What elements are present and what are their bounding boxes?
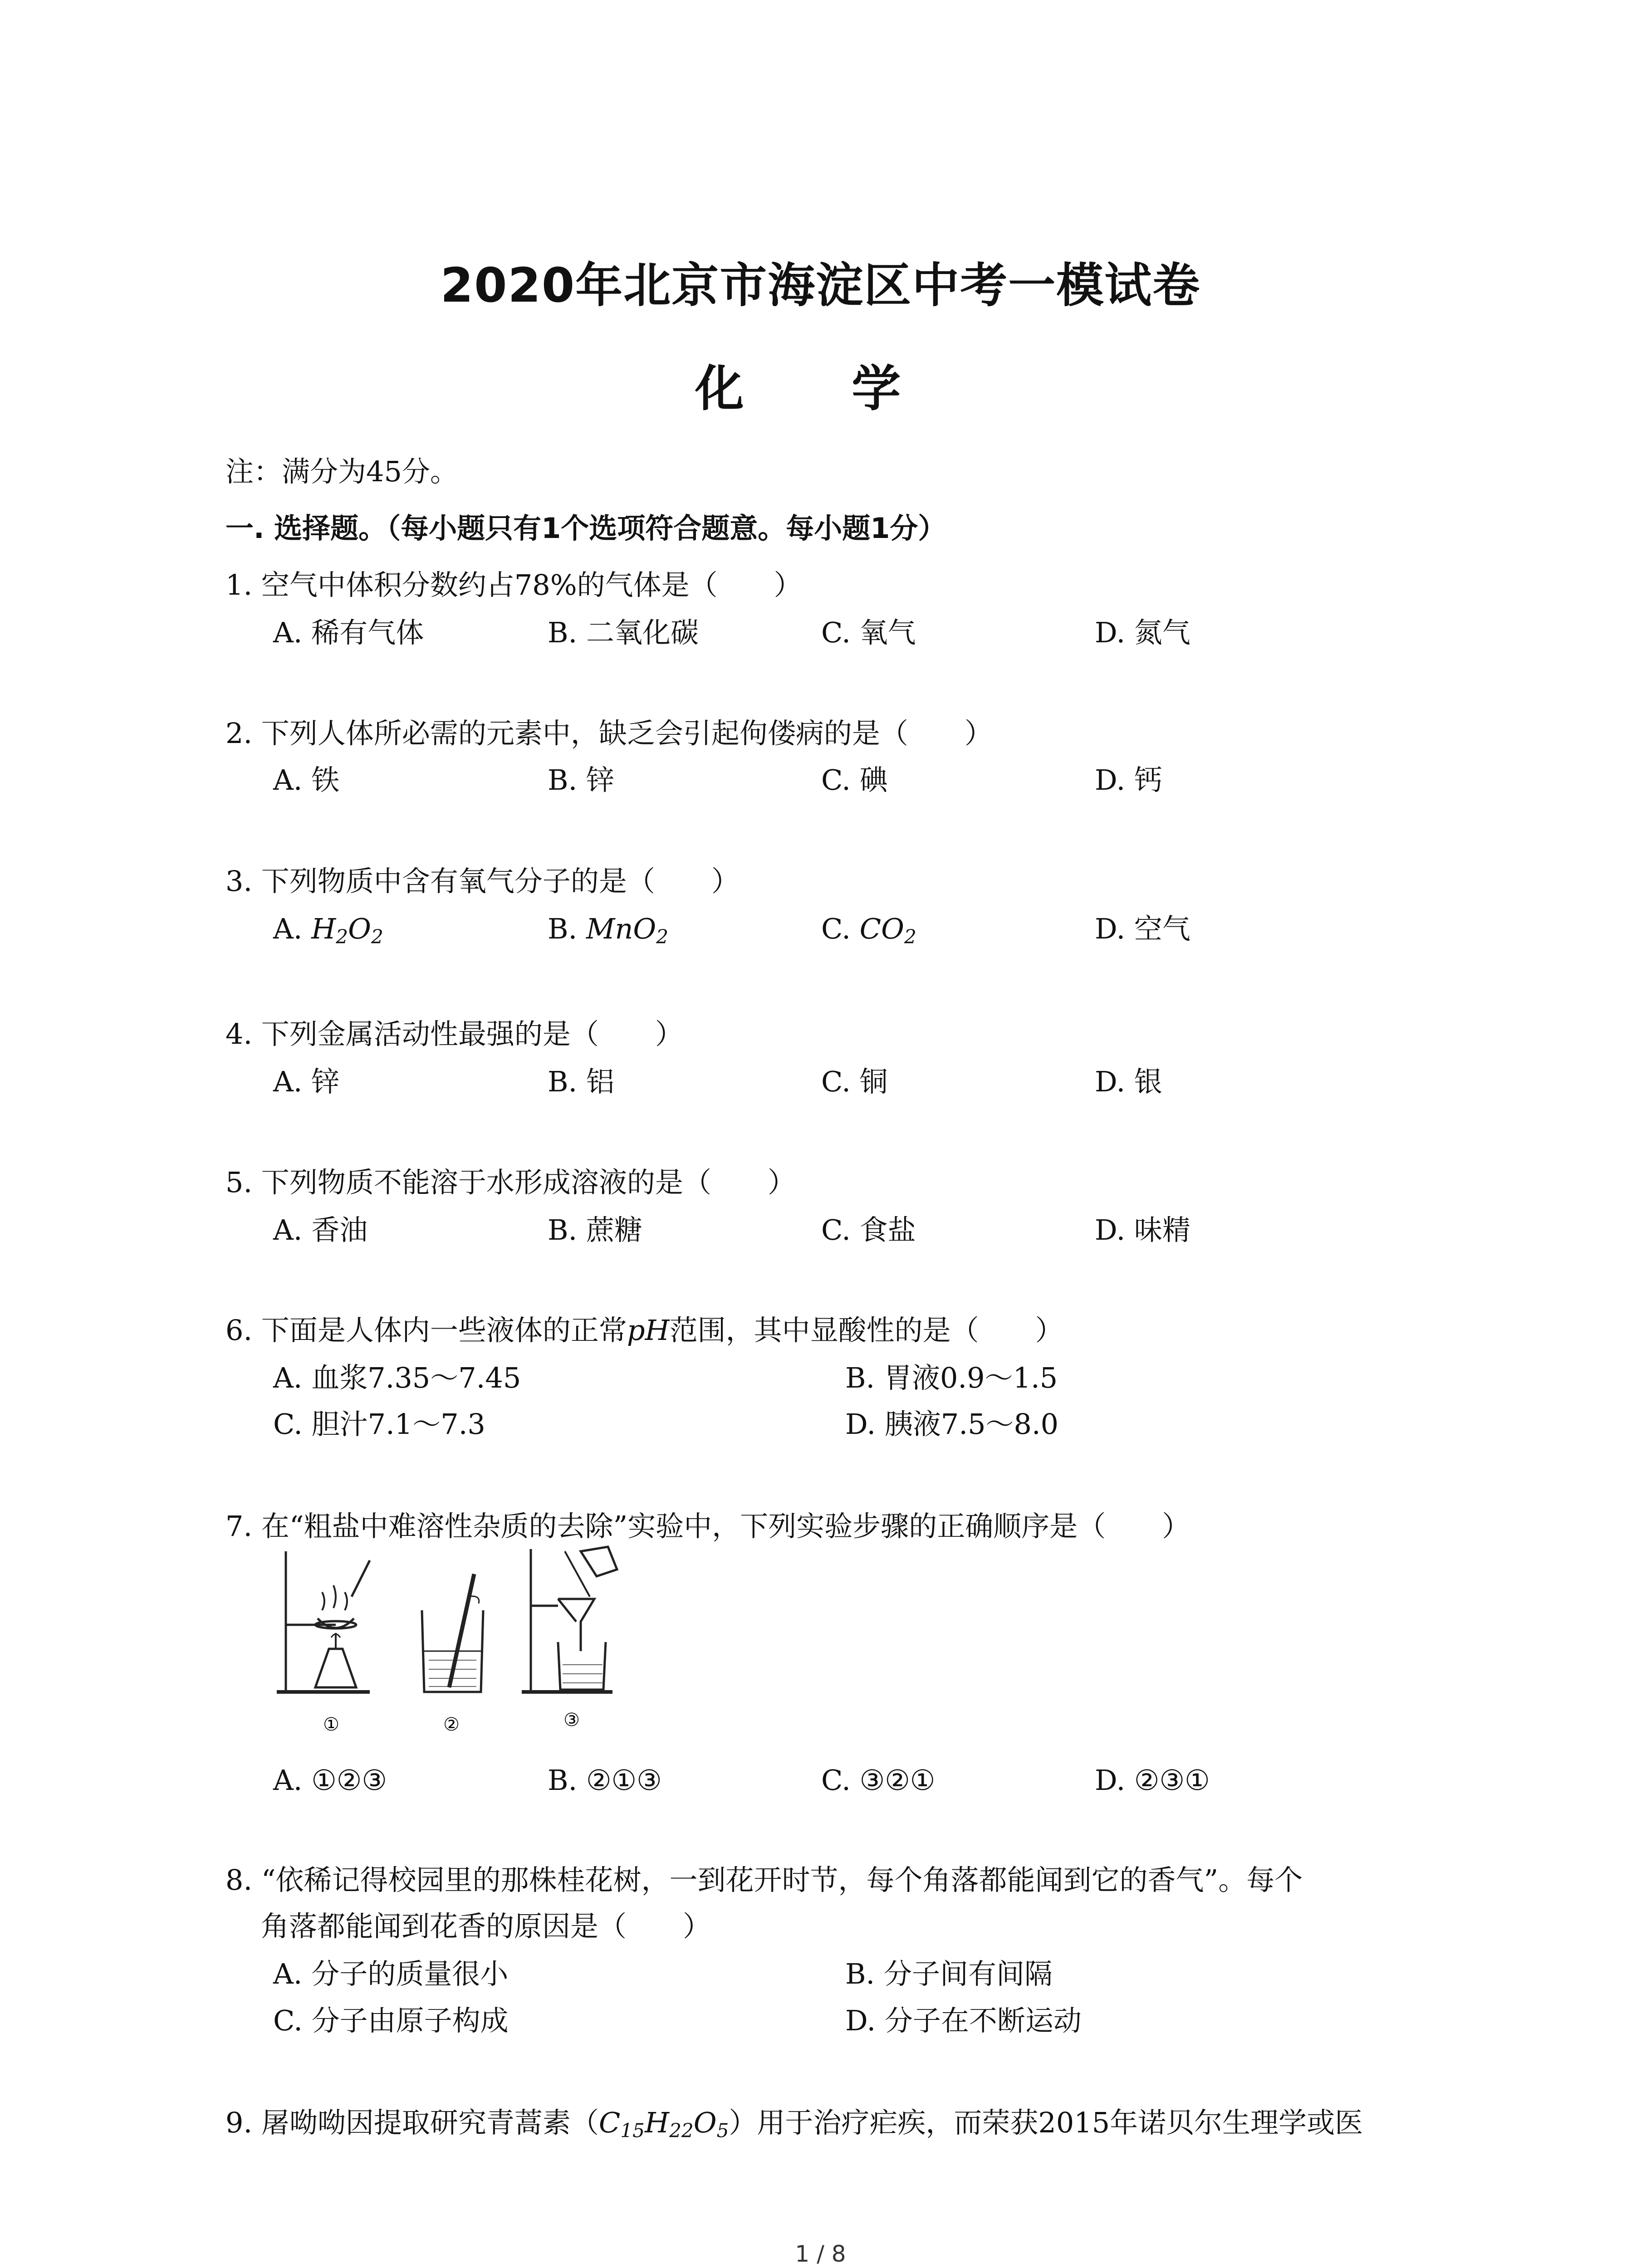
question-6-option-c[interactable]: C. 胆汁7.1～7.3 bbox=[273, 1408, 485, 1441]
question-8-option-d[interactable]: D. 分子在不断运动 bbox=[845, 2004, 1082, 2037]
question-5-stem: 5. 下列物质不能溶于水形成溶液的是（ ） bbox=[225, 1166, 796, 1199]
question-6-option-a[interactable]: A. 血浆7.35～7.45 bbox=[273, 1361, 521, 1394]
question-8-option-b[interactable]: B. 分子间有间隔 bbox=[845, 1957, 1053, 1990]
question-1-option-c[interactable]: C. 氧气 bbox=[821, 616, 916, 649]
question-4-option-c[interactable]: C. 铜 bbox=[821, 1065, 888, 1098]
question-3-option-c[interactable] bbox=[821, 911, 916, 955]
formula-mno2 bbox=[586, 912, 669, 948]
filtration-apparatus bbox=[522, 1547, 617, 1692]
question-7-stem: 7. 在“粗盐中难溶性杂质的去除”实验中，下列实验步骤的正确顺序是（ ） bbox=[225, 1510, 1190, 1543]
option-prefix: B. bbox=[548, 912, 586, 945]
subject-title: 化 学 bbox=[695, 361, 946, 417]
question-8-option-a[interactable]: A. 分子的质量很小 bbox=[273, 1957, 509, 1990]
formula-ph: pH bbox=[627, 1314, 670, 1347]
question-7-option-c[interactable]: C. ③②① bbox=[821, 1764, 936, 1797]
formula-element: C bbox=[598, 2106, 621, 2139]
formula-element: O bbox=[348, 912, 371, 945]
page-title: 2020年北京市海淀区中考一模试卷 bbox=[440, 258, 1201, 313]
question-7-option-d[interactable]: D. ②③① bbox=[1095, 1764, 1210, 1797]
option-prefix: A. bbox=[273, 912, 312, 945]
evaporation-apparatus bbox=[277, 1551, 370, 1692]
question-1-stem: 1. 空气中体积分数约占78%的气体是（ ） bbox=[225, 568, 802, 601]
formula-subscript: 2 bbox=[336, 925, 348, 948]
stem-text: 范围，其中显酸性的是（ ） bbox=[669, 1314, 1063, 1347]
figure-label-1: ① bbox=[323, 1714, 339, 1735]
question-7-option-b[interactable]: B. ②①③ bbox=[548, 1764, 662, 1797]
question-3-option-a[interactable] bbox=[273, 911, 383, 955]
experiment-figure bbox=[268, 1542, 699, 1751]
formula-subscript: 15 bbox=[620, 2119, 645, 2142]
question-6-option-b[interactable]: B. 胃液0.9～1.5 bbox=[845, 1361, 1058, 1394]
formula-artemisinin bbox=[598, 2106, 729, 2142]
question-6-stem bbox=[225, 1312, 1063, 1349]
figure-label-2: ② bbox=[443, 1714, 460, 1735]
question-3-option-b[interactable] bbox=[548, 911, 668, 955]
question-2-option-b[interactable]: B. 锌 bbox=[548, 763, 614, 797]
question-2-option-d[interactable]: D. 钙 bbox=[1095, 763, 1162, 797]
question-2-stem: 2. 下列人体所必需的元素中，缺乏会引起佝偻病的是（ ） bbox=[225, 717, 993, 750]
option-prefix: C. bbox=[821, 912, 860, 945]
dissolving-apparatus bbox=[422, 1574, 483, 1692]
question-2-option-a[interactable]: A. 铁 bbox=[273, 763, 340, 797]
question-5-option-a[interactable]: A. 香油 bbox=[273, 1213, 368, 1246]
option-text: 空气 bbox=[1134, 912, 1190, 945]
question-8-stem-line-1: 8. “依稀记得校园里的那株桂花树，一到花开时节，每个角落都能闻到它的香气”。每个 bbox=[225, 1863, 1303, 1897]
stem-text: 9. 屠呦呦因提取研究青蒿素（ bbox=[225, 2106, 599, 2139]
score-note: 注：满分为45分。 bbox=[225, 455, 458, 488]
formula-element: H bbox=[311, 912, 336, 945]
question-3-stem: 3. 下列物质中含有氧气分子的是（ ） bbox=[225, 865, 740, 898]
question-4-option-b[interactable]: B. 铝 bbox=[548, 1065, 614, 1098]
formula-h2o2 bbox=[311, 912, 383, 948]
question-8-stem-line-2: 角落都能闻到花香的原因是（ ） bbox=[261, 1910, 711, 1943]
question-4-stem: 4. 下列金属活动性最强的是（ ） bbox=[225, 1017, 683, 1051]
formula-subscript: 2 bbox=[656, 925, 669, 948]
stem-text: 6. 下面是人体内一些液体的正常 bbox=[225, 1314, 627, 1347]
question-9-stem bbox=[225, 2105, 1363, 2149]
question-6-option-d[interactable]: D. 胰液7.5～8.0 bbox=[845, 1408, 1059, 1441]
question-1-option-a[interactable]: A. 稀有气体 bbox=[273, 616, 424, 649]
option-prefix: D. bbox=[1095, 912, 1134, 945]
stem-text: ）用于治疗疟疾，而荣获2015年诺贝尔生理学或医 bbox=[729, 2106, 1363, 2139]
question-5-option-c[interactable]: C. 食盐 bbox=[821, 1213, 916, 1246]
formula-element: CO bbox=[859, 912, 904, 945]
page-number: 1 / 8 bbox=[795, 2241, 846, 2267]
question-5-option-d[interactable]: D. 味精 bbox=[1095, 1213, 1190, 1246]
formula-element: MnO bbox=[586, 912, 656, 945]
formula-subscript: 5 bbox=[716, 2119, 729, 2142]
question-5-option-b[interactable]: B. 蔗糖 bbox=[548, 1213, 642, 1246]
question-4-option-a[interactable]: A. 锌 bbox=[273, 1065, 340, 1098]
formula-subscript: 2 bbox=[371, 925, 383, 948]
figure-label-3: ③ bbox=[563, 1710, 580, 1730]
question-4-option-d[interactable]: D. 银 bbox=[1095, 1065, 1162, 1098]
question-3-option-d[interactable] bbox=[1095, 911, 1190, 947]
question-1-option-d[interactable]: D. 氮气 bbox=[1095, 616, 1190, 649]
formula-subscript: 22 bbox=[669, 2119, 694, 2142]
section-heading: 一. 选择题。（每小题只有1个选项符合题意。每小题1分） bbox=[225, 512, 946, 545]
formula-element: H bbox=[644, 2106, 670, 2139]
question-2-option-c[interactable]: C. 碘 bbox=[821, 763, 888, 797]
formula-co2 bbox=[859, 912, 916, 948]
question-7-option-a[interactable]: A. ①②③ bbox=[273, 1764, 387, 1797]
question-1-option-b[interactable]: B. 二氧化碳 bbox=[548, 616, 699, 649]
formula-subscript: 2 bbox=[904, 925, 916, 948]
question-8-option-c[interactable]: C. 分子由原子构成 bbox=[273, 2004, 509, 2037]
formula-element: O bbox=[693, 2106, 717, 2139]
